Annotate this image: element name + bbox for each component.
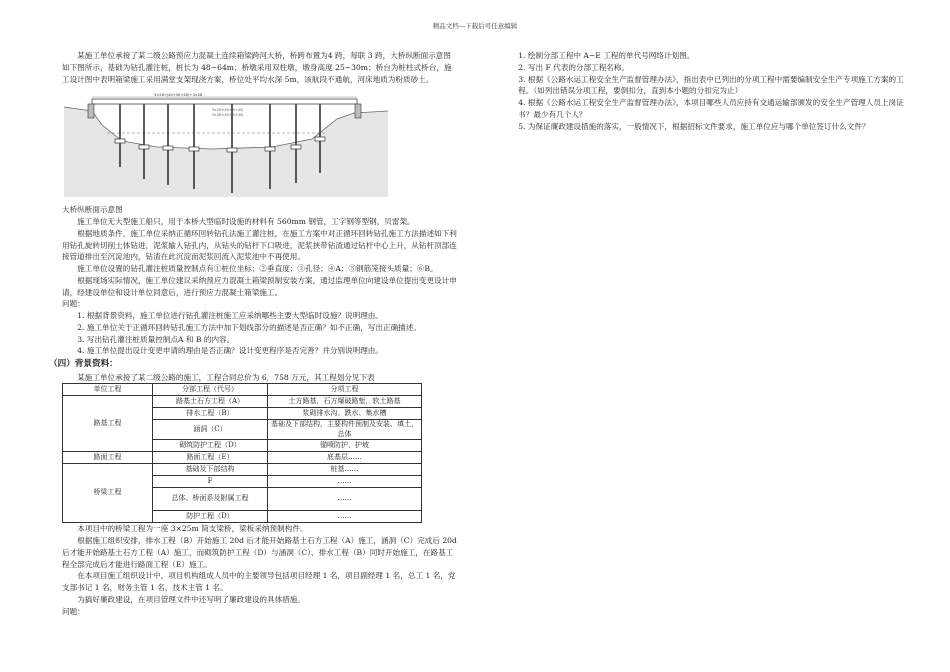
section-title: （四）背景资料： — [49, 359, 118, 370]
paragraph-materials: 施工单位无大型施工船只，用于本桥大型临时设施的材料有 560mm 钢管，工字钢等型钢，贝雷架。 — [77, 217, 415, 227]
table-cell: 涵洞（C） — [153, 420, 268, 440]
table-cell: …… — [268, 476, 422, 488]
question-2: 2. 施工单位关于正循环回转钻孔施工方法中加下划线部分的描述是否正确？如不正确，写出正确描述。 — [77, 322, 421, 332]
table-header-cell: 分项工程 — [268, 384, 422, 396]
right-question-2: 2. 写出 F 代表的分部工程名称。 — [518, 62, 630, 72]
left-column — [49, 50, 457, 617]
paragraph-drilling-method: 根据地质条件，施工单位采纳正循环回转钻孔法施工灌注桩，在施工方案中对正循环回转钻孔施工方法描述如下利用钻孔旋转切削土体钻进，泥浆输入钻孔内，从钻头的钻杆下口吸进，泥浆挟带钻渣通过钻杆中心上升，从钻杆顶部连接管道排出至沉淀池内，钻渣在此沉淀而泥浆回流入泥浆池中不再使用。 — [62, 228, 457, 262]
table-cell: 基础及下部结构 — [153, 464, 268, 476]
table-cell: 桩基…… — [268, 464, 422, 476]
work-division-table — [62, 383, 422, 523]
question-4: 4. 施工单位提出设计变更申请的理由是否正确？设计变更程序是否完善？并分别说明理由。 — [77, 346, 383, 356]
table-cell: …… — [268, 511, 422, 523]
paragraph-bridge: 本项目中的桥梁工程为一座 3×25m 简支梁桥，梁板采纳预制构件。 — [77, 524, 308, 534]
table-cell: 总体、桥面系及附属工程 — [153, 488, 268, 511]
table-unit-cell: 路面工程 — [63, 452, 153, 464]
section-intro: 某施工单位承接了某二级公路的施工，工程合同总价为 6．758 万元，其工程划分见下表 — [77, 372, 375, 382]
case-intro: 某施工单位承接了某二级公路预应力混凝土连续箱梁跨河大桥，桥跨布置为4 跨，每联 3 跨，大桥纵断面示意图如下图所示，基础为钻孔灌注桩，桩长为 48~64m；桥墩采用双柱墩，墩身高度 25~30m；桥台为桩柱式桥台，施工设计图中表明箱梁施工采用满堂支架现浇方案，桥位处平均水深 5m，该航段不通航，河床地质为粉质砂土。 — [62, 51, 452, 84]
paragraph-quality-points: 施工单位设置的钻孔灌注桩质量控制点有①桩位坐标；②垂直度；③孔径；④A；⑤钢筋笼接头质量；⑥B。 — [77, 264, 438, 274]
bridge-profile-drawing — [62, 89, 390, 197]
table-cell: 锚喷防护、护坡 — [268, 440, 422, 452]
table-row — [63, 464, 422, 476]
questions-label: 问题： — [62, 299, 85, 309]
table-cell: 底基层…… — [268, 452, 422, 464]
question-1: 1. 根据背景资料，施工单位进行钻孔灌注桩施工应采纳哪些主要大型临时设施？说明理由。 — [77, 311, 383, 321]
question-3: 3. 写出钻孔灌注桩质量控制点A 和 B 的内容。 — [77, 334, 235, 344]
paragraph-organization: 在本项目施工组织设计中，项目机构组成人员中的主要领导包括项目经理 1 名，项目副经理 1 名，总工 1 名，党支部书记 1 名，财务主管 1 名，技术主管 1 名。 — [62, 571, 456, 593]
table-header-row — [63, 384, 422, 396]
table-row — [63, 396, 422, 408]
table-unit-cell: 桥梁工程 — [63, 464, 153, 523]
right-question-1: 1. 绘制分部工程中 A~E 工程的单代号网络计划图。 — [518, 51, 695, 60]
table-cell: 浆砌排水沟、跌水、集水槽 — [268, 408, 422, 420]
bridge-profile-figure — [62, 89, 390, 197]
dim-label-3: 3×28+(40+50+40) — [212, 113, 244, 118]
table-cell: 路面工程（E） — [153, 452, 268, 464]
right-question-5: 5. 为保证廉政建设措施的落实，一般情况下，根据招标文件要求，施工单位应与哪个单位签订什么文件？ — [518, 121, 870, 131]
table-row — [63, 452, 422, 464]
table-cell: 砌筑防护工程（D） — [153, 440, 268, 452]
section-questions-label: 问题： — [62, 606, 85, 616]
table-cell: 路基土石方工程（A） — [153, 396, 268, 408]
page-header: 精品文档---下载后可任意编辑 — [432, 22, 518, 30]
table-cell: F — [153, 476, 268, 488]
figure-caption: 大桥纵断面示意图 — [62, 205, 123, 215]
right-question-4: 4. 根据《公路水运工程安全生产监督管理办法》，本项目哪些人员应持有交通运输部颁发的安全生产管理人员上岗证书？最少有几个人？ — [518, 98, 904, 119]
right-column — [503, 50, 913, 132]
table-cell: 排水工程（B） — [153, 408, 268, 420]
table-cell: …… — [268, 488, 422, 511]
paragraph-schedule: 根据施工组织安排，排水工程（B）开始施工 20d 后才能开始路基土石方工程（A）施工，涵洞（C）完成后 20d 后才能开始路基土石方工程（A）施工，而砌筑防护工程（D）与涵洞（C）、排水工程（B）同时开始施工，在路基工程全部完成后才能进行路面工程（E）施工。 — [62, 535, 457, 569]
paragraph-integrity: 为搞好廉政建设，在项目管理文件中还写明了廉政建设的具体措施。 — [77, 594, 305, 604]
table-cell: 基础及下部结构，主要构件预制及安装、填土、总体 — [268, 420, 422, 440]
table-unit-cell: 路基工程 — [63, 396, 153, 452]
table-cell: 土方路基，石方爆破路堑，软土路基 — [268, 396, 422, 408]
table-cell: 防护工程（D） — [153, 511, 268, 523]
table-header-cell: 分部工程（代号） — [153, 384, 268, 396]
table-header-cell: 单位工程 — [63, 384, 153, 396]
dim-label-1: 3×28+(40+50+40)+3×28 — [154, 93, 203, 98]
dim-label-2: 3×28+(40+50+40) — [212, 108, 244, 113]
paragraph-design-change: 根据现场实际情况，施工单位建议采纳预应力混凝土箱梁预制安装方案，通过监理单位向建设单位提出变更设计申请，经建设单位和设计单位同意后，进行预应力混凝土箱梁施工。 — [62, 275, 457, 297]
right-question-3: 3. 根据《公路水运工程安全生产监督管理办法》，指出表中已列出的分项工程中需要编制安全生产专项施工方案的工程。（如列出错误分项工程，要倒扣分，直到本小题的分扣完为止） — [518, 74, 904, 96]
